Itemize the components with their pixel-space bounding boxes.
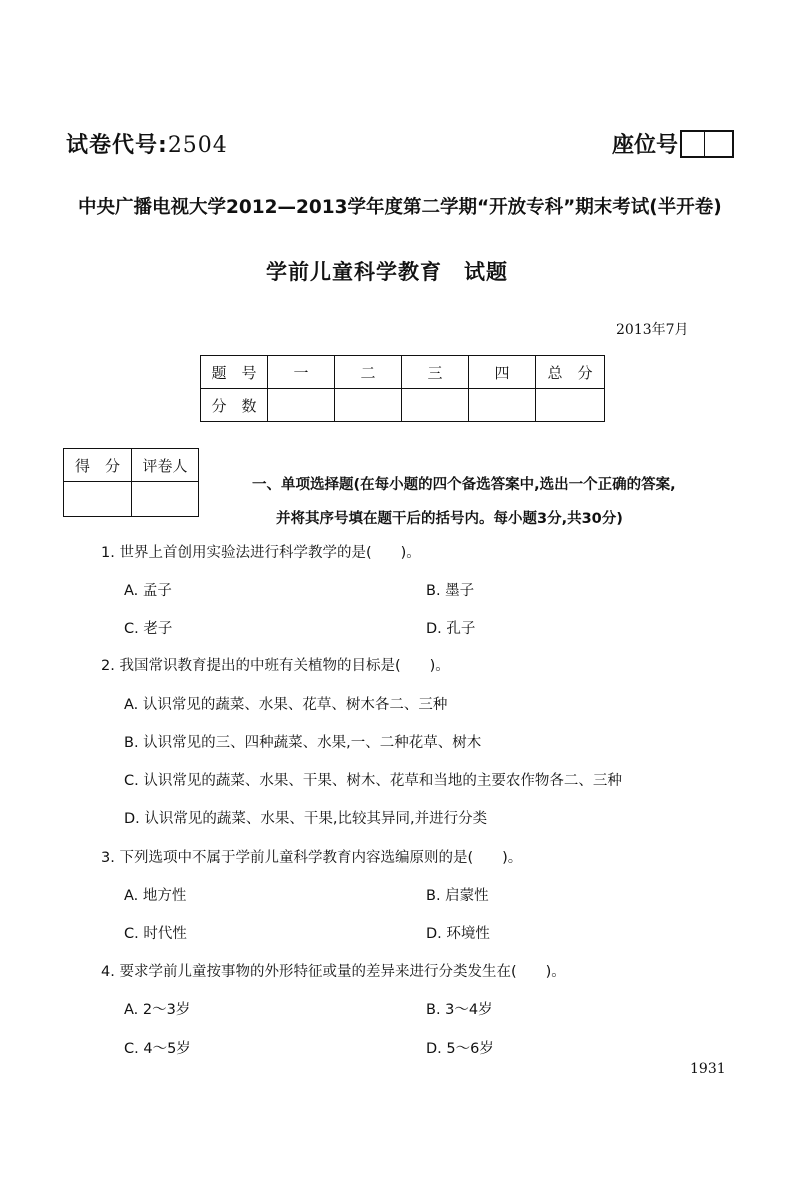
question-option: D. 认识常见的蔬菜、水果、干果,比较其异同,并进行分类 <box>124 811 488 827</box>
paper-code-value: 2504 <box>167 133 228 158</box>
question-option: D. 环境性 <box>426 926 490 942</box>
score-table-header-row <box>201 356 605 389</box>
question-option: C. 认识常见的蔬菜、水果、干果、树木、花草和当地的主要农作物各二、三种 <box>124 773 622 789</box>
exam-title: 中央广播电视大学2012—2013学年度第二学期“开放专科”期末考试(半开卷) <box>78 197 722 218</box>
score-header-cell: 题 号 <box>201 356 268 389</box>
question-stem: 4. 要求学前儿童按事物的外形特征或量的差异来进行分类发生在( )。 <box>101 964 566 980</box>
paper-code-label: 试卷代号: <box>66 133 168 158</box>
grader-header-reviewer: 评卷人 <box>132 449 199 482</box>
question-option: B. 启蒙性 <box>426 888 489 904</box>
score-cell[interactable] <box>335 389 402 422</box>
score-row-label: 分 数 <box>201 389 268 422</box>
seat-number <box>612 128 734 159</box>
score-cell[interactable] <box>536 389 605 422</box>
section-instructions: 并将其序号填在题干后的括号内。每小题3分,共30分) <box>276 511 623 527</box>
question-option: D. 5～6岁 <box>426 1041 494 1057</box>
question-option: A. 地方性 <box>124 888 187 904</box>
score-cell[interactable] <box>402 389 469 422</box>
score-cell[interactable] <box>469 389 536 422</box>
question-option: B. 认识常见的三、四种蔬菜、水果,一、二种花草、树木 <box>124 735 482 751</box>
question-option: A. 孟子 <box>124 583 172 599</box>
section-heading: 一、单项选择题(在每小题的四个备选答案中,选出一个正确的答案, <box>252 477 676 493</box>
score-header-cell: 三 <box>402 356 469 389</box>
question-option: C. 时代性 <box>124 926 187 942</box>
seat-box[interactable] <box>680 130 734 158</box>
score-header-cell: 四 <box>469 356 536 389</box>
question-option: D. 孔子 <box>426 621 476 637</box>
question-option: C. 4～5岁 <box>124 1041 191 1057</box>
grader-reviewer-cell[interactable] <box>132 482 199 517</box>
subject-title: 学前儿童科学教育 试题 <box>266 260 508 284</box>
score-header-cell: 一 <box>268 356 335 389</box>
grader-header-score: 得 分 <box>64 449 132 482</box>
score-table-value-row <box>201 389 605 422</box>
question-option: B. 3～4岁 <box>426 1002 493 1018</box>
score-table <box>200 355 605 422</box>
score-header-cell: 总 分 <box>536 356 605 389</box>
seat-label: 座位号 <box>612 133 679 158</box>
question-option: A. 认识常见的蔬菜、水果、花草、树木各二、三种 <box>124 697 448 713</box>
question-stem: 2. 我国常识教育提出的中班有关植物的目标是( )。 <box>101 658 450 674</box>
question-option: C. 老子 <box>124 621 173 637</box>
page-number: 1931 <box>690 1061 726 1077</box>
exam-date: 2013年7月 <box>616 322 689 338</box>
question-option: B. 墨子 <box>426 583 475 599</box>
grader-table <box>63 448 199 517</box>
question-stem: 3. 下列选项中不属于学前儿童科学教育内容选编原则的是( )。 <box>101 850 523 866</box>
score-cell[interactable] <box>268 389 335 422</box>
question-option: A. 2～3岁 <box>124 1002 191 1018</box>
paper-code <box>66 128 228 159</box>
question-stem: 1. 世界上首创用实验法进行科学教学的是( )。 <box>101 545 421 561</box>
score-header-cell: 二 <box>335 356 402 389</box>
grader-score-cell[interactable] <box>64 482 132 517</box>
